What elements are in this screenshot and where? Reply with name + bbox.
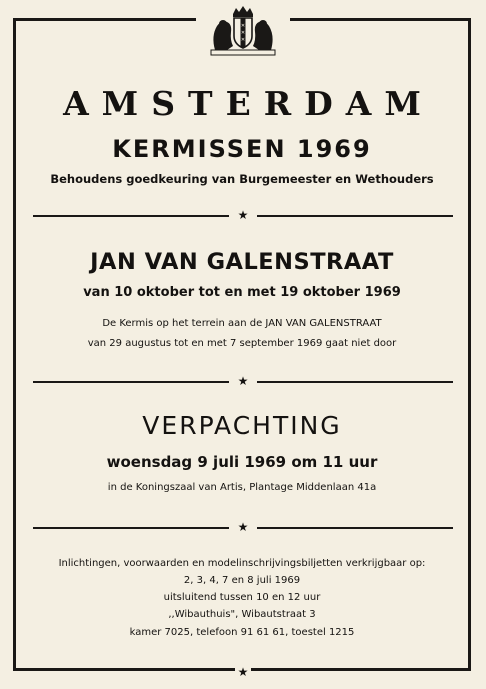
info-line: ,,Wibauthuis", Wibautstraat 3 [168,609,316,620]
info-line: uitsluitend tussen 10 en 12 uur [163,592,321,603]
svg-text:✕: ✕ [240,23,246,29]
svg-text:✕: ✕ [240,37,246,43]
lease-date-time: woensdag 9 juli 1969 om 11 uur [106,453,378,471]
star-icon: ★ [237,520,249,534]
poster-title: KERMISSEN 1969 [112,135,372,163]
amsterdam-coat-of-arms-icon [203,6,283,56]
star-icon: ★ [235,665,251,679]
approval-note: Behoudens goedkeuring van Burgemeester en Wethouders [50,172,434,186]
city-title: AMSTERDAM [63,84,434,123]
lease-heading: VERPACHTING [142,411,342,440]
lease-location: in de Koningszaal van Artis, Plantage Middenlaan 41a [107,482,377,493]
street-name: JAN VAN GALENSTRAAT [90,249,394,275]
star-icon: ★ [237,208,249,222]
star-icon: ★ [237,374,249,388]
cancellation-note-line1: De Kermis op het terrein aan de JAN VAN GALENSTRAAT [102,318,382,329]
event-dates: van 10 oktober tot en met 19 oktober 1969 [83,285,401,300]
divider [33,375,453,389]
cancellation-note-line2: van 29 augustus tot en met 7 september 1969 gaat niet door [87,338,397,349]
info-line: 2, 3, 4, 7 en 8 juli 1969 [183,575,301,586]
divider [33,521,453,535]
info-line: Inlichtingen, voorwaarden en modelinschrijvingsbiljetten verkrijgbaar op: [58,558,426,569]
svg-text:✕: ✕ [240,30,246,36]
info-line: kamer 7025, telefoon 91 61 61, toestel 1215 [129,627,355,638]
divider [33,209,453,223]
